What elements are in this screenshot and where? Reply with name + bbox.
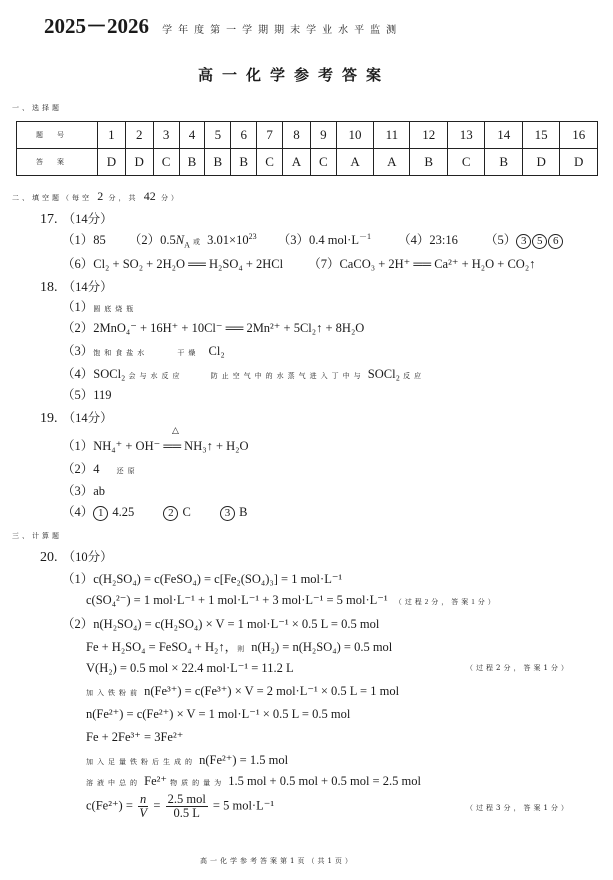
q18-ans4-pre: （4）SOCl₂ <box>62 367 126 381</box>
q20-p2-line2 <box>86 637 392 655</box>
heat-condition: △ <box>172 426 179 436</box>
answer-cell: C <box>310 149 336 176</box>
question-number: 7 <box>257 122 283 149</box>
question-number: 11 <box>374 122 410 149</box>
q20-p6-text: n(Fe²⁺) = 1.5 mol <box>199 753 289 767</box>
q17-ans6: （6）Cl₂ + SO₂ + 2H₂O ══ H₂SO₄ + 2HCl <box>62 257 284 271</box>
question-number: 8 <box>283 122 311 149</box>
question-num: 19. <box>40 411 58 426</box>
fraction-numerator: 2.5 mol <box>167 792 206 806</box>
q17-ans2-na: N <box>175 233 185 247</box>
answer-cell: B <box>485 149 522 176</box>
q18-ans4-b: 防止空气中的水蒸气进入丁中与 <box>210 372 365 380</box>
circled-number: 2 <box>163 506 178 521</box>
q20-p2-line2-a: Fe + H₂SO₄ = FeSO₄ + H₂↑， <box>86 640 238 654</box>
q20-p2-line3: V(H₂) = 0.5 mol × 22.4 mol·L⁻¹ = 11.2 L <box>86 661 294 675</box>
q18-ans3-c: Cl₂ <box>208 344 225 358</box>
answer-cell: C <box>447 149 484 176</box>
fraction-denominator: 0.5 L <box>173 806 200 820</box>
header <box>44 10 402 40</box>
section2-per-blank: 2 <box>97 189 104 203</box>
q20-p1-line1: （1）c(H₂SO₄) = c(FeSO₄) = c[Fe₂(SO₄)₃] = 1 mol·L⁻¹ <box>62 572 343 586</box>
q20-p1-line2 <box>86 592 498 608</box>
q17-ans5-pre: （5） <box>484 233 517 247</box>
q18-ans3-a: 饱和食盐水 <box>93 349 149 357</box>
q20-p7-text: 1.5 mol + 0.5 mol + 0.5 mol = 2.5 mol <box>228 774 421 788</box>
q20-p3-text: n(Fe³⁺) = c(Fe³⁺) × V = 2 mol·L⁻¹ × 0.5 L = 1 mol <box>144 684 400 698</box>
page-title: 高一化学参考答案 <box>198 66 391 84</box>
q17-ans2-na-sub: A <box>184 240 190 250</box>
question-number: 14 <box>485 122 522 149</box>
question-number: 2 <box>125 122 153 149</box>
q20-p2-line2-b: 则 <box>237 645 249 653</box>
row-label: 答案 <box>17 149 98 176</box>
answer-cell: A <box>283 149 311 176</box>
q19-ans2-text: 还原 <box>116 467 139 475</box>
circled-number: 3 <box>516 234 531 249</box>
q20-p8-post: = 5 mol·L⁻¹ <box>212 798 275 813</box>
q17-ans5 <box>485 233 564 247</box>
q17-ans2-val: 3.01×10 <box>207 233 249 247</box>
q17-ans2-or: 或 <box>193 238 205 246</box>
score-note: （过程2分，答案1分） <box>466 664 571 672</box>
q18-line4 <box>62 364 425 382</box>
q20-p8 <box>86 793 274 820</box>
q18-line5: （5）119 <box>62 388 112 402</box>
q19-line2 <box>62 459 139 477</box>
q17-ans7: （7）CaCO₃ + 2H⁺ ══ Ca²⁺ + H₂O + CO₂↑ <box>308 257 536 271</box>
answer-cell: D <box>125 149 153 176</box>
question-score: （14分） <box>62 280 113 294</box>
q17-line1 <box>62 230 564 250</box>
q17-line2 <box>62 254 535 272</box>
section2-label-pre: 二、填空题（每空 <box>12 194 92 202</box>
answer-cell: C <box>257 149 283 176</box>
q17-ans2 <box>128 231 260 250</box>
fraction-numerator: n <box>140 792 147 806</box>
q20-p7-pre: 溶液中总的 <box>86 779 141 787</box>
q20-p8-pre: c(Fe²⁺) = <box>86 798 133 813</box>
question-num: 18. <box>40 280 58 295</box>
answer-cell: B <box>231 149 257 176</box>
section2-label <box>12 189 181 204</box>
header-year: 2025－2026 <box>44 14 149 38</box>
answer-cell: A <box>336 149 373 176</box>
fraction-values <box>166 793 208 820</box>
question-num: 20. <box>40 550 58 565</box>
question-score: （14分） <box>62 411 113 425</box>
q19-header <box>40 407 113 427</box>
q18-line3 <box>62 341 225 359</box>
equals-sign: = <box>153 798 161 813</box>
q18-line1 <box>62 297 137 315</box>
header-subtitle: 学年度第一学期期末学业水平监测 <box>162 25 403 36</box>
question-number: 10 <box>336 122 373 149</box>
fraction-denominator: V <box>139 806 147 820</box>
q18-ans4-a: 会与水反应 <box>128 372 184 380</box>
row-label: 题号 <box>17 122 98 149</box>
answer-table <box>16 121 598 176</box>
question-score: （14分） <box>62 212 113 226</box>
question-number: 15 <box>522 122 559 149</box>
page-footer: 高一化学参考答案第1页（共1页） <box>200 857 355 865</box>
score-note: （过程3分，答案1分） <box>466 804 571 812</box>
q17-ans3-exp: －1 <box>358 231 371 241</box>
question-number: 1 <box>98 122 126 149</box>
q20-p1-line2-text: c(SO₄²⁻) = 1 mol·L⁻¹ + 1 mol·L⁻¹ + 3 mol·L⁻¹ = 5 mol·L⁻¹ <box>86 593 388 607</box>
question-number: 4 <box>179 122 205 149</box>
q17-header <box>40 208 113 228</box>
section3-label: 三、计算题 <box>12 532 62 540</box>
q19-ans4-b: C <box>182 505 191 519</box>
q20-p6 <box>86 752 288 768</box>
q20-p6-pre: 加入足量铁粉后生成的 <box>86 758 196 766</box>
question-score: （10分） <box>62 550 113 564</box>
circled-number: 5 <box>532 234 547 249</box>
q20-p2-line2-c: n(H₂) = n(H₂SO₄) = 0.5 mol <box>251 640 393 654</box>
q20-p3-pre: 加入铁粉前 <box>86 689 141 697</box>
q18-ans1-text: 圆底烧瓶 <box>93 305 138 313</box>
q18-ans4-d: 反应 <box>403 372 426 380</box>
q18-ans3-pre: （3） <box>62 344 94 358</box>
question-num: 17. <box>40 212 58 227</box>
answer-cell: D <box>98 149 126 176</box>
question-number: 3 <box>153 122 179 149</box>
section2-total: 42 <box>143 189 156 203</box>
q20-p4: n(Fe²⁺) = c(Fe²⁺) × V = 1 mol·L⁻¹ × 0.5 L = 0.5 mol <box>86 707 351 721</box>
q19-ans4-c: B <box>239 505 248 519</box>
score-note: （过程2分，答案1分） <box>394 598 498 606</box>
question-number: 5 <box>205 122 231 149</box>
q20-p7-mid: 物质的量为 <box>170 779 226 787</box>
q18-line2: （2）2MnO₄⁻ + 16H⁺ + 10Cl⁻ ══ 2Mn²⁺ + 5Cl₂↑ + 8H₂O <box>62 321 365 335</box>
q20-p5: Fe + 2Fe³⁺ = 3Fe²⁺ <box>86 730 184 744</box>
answer-cell: B <box>410 149 447 176</box>
question-number: 12 <box>410 122 447 149</box>
q17-ans3-text: （3）0.4 mol·L <box>277 233 359 247</box>
q20-p7-fe: Fe²⁺ <box>144 774 167 788</box>
q18-header <box>40 276 113 296</box>
answer-cell: B <box>205 149 231 176</box>
answer-cell: B <box>179 149 205 176</box>
q17-ans3 <box>278 233 371 247</box>
question-number: 9 <box>310 122 336 149</box>
fraction-n-over-v <box>138 793 148 820</box>
answer-cell: D <box>522 149 559 176</box>
q19-line3: （3）ab <box>62 484 106 498</box>
q17-ans4: （4）23:16 <box>398 233 458 247</box>
question-number: 13 <box>447 122 484 149</box>
answer-cell: C <box>153 149 179 176</box>
q20-p2-line1: （2）n(H₂SO₄) = c(H₂SO₄) × V = 1 mol·L⁻¹ × 0.5 L = 0.5 mol <box>62 617 380 631</box>
q19-ans4-pre: （4） <box>62 505 94 519</box>
circled-number: 1 <box>93 506 108 521</box>
q18-ans4-c: SOCl₂ <box>367 367 400 381</box>
answer-cell: A <box>374 149 410 176</box>
circled-number: 6 <box>548 234 563 249</box>
q19-ans4-a: 4.25 <box>112 505 135 519</box>
section2-label-post: 分） <box>160 194 181 202</box>
q17-ans1: （1）85 <box>62 233 106 247</box>
q17-ans2-exp: 23 <box>248 231 257 241</box>
question-number: 16 <box>560 122 598 149</box>
section1-label: 一、选择题 <box>12 104 62 112</box>
question-number: 6 <box>231 122 257 149</box>
table-row <box>17 122 598 149</box>
q20-p3 <box>86 683 399 699</box>
q20-p7 <box>86 773 421 789</box>
q20-header <box>40 546 113 566</box>
q19-ans2-pre: （2）4 <box>62 462 100 476</box>
q17-ans2-pre: （2）0.5 <box>128 233 176 247</box>
q18-ans1-pre: （1） <box>62 300 94 314</box>
section2-label-mid: 分，共 <box>108 194 139 202</box>
q18-ans3-b: 干燥 <box>177 349 200 357</box>
answer-cell: D <box>560 149 598 176</box>
q19-line4 <box>62 502 247 521</box>
q19-line1: （1）NH₄⁺ + OH⁻ ══ NH₃↑ + H₂O <box>62 439 249 453</box>
table-row <box>17 149 598 176</box>
circled-number: 3 <box>220 506 235 521</box>
